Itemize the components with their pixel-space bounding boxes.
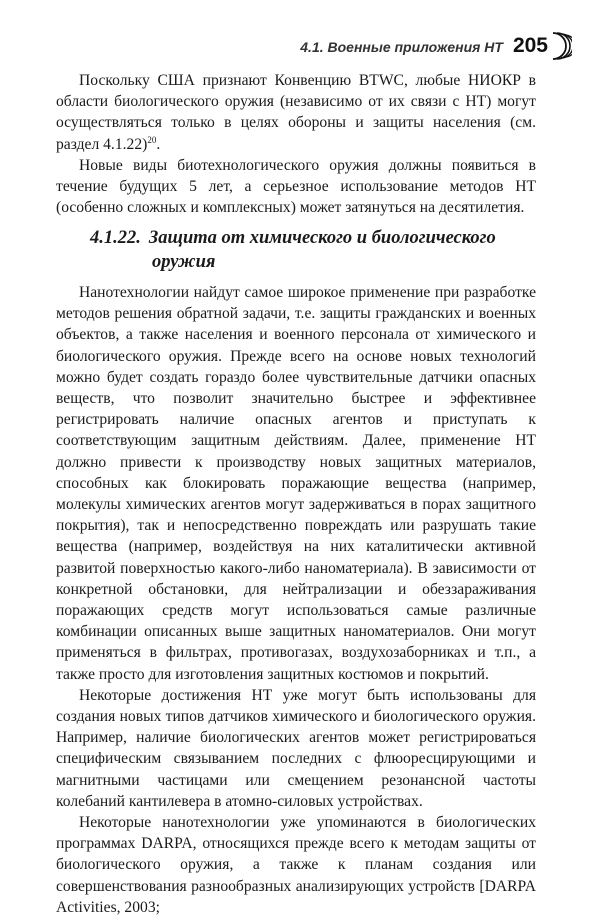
body-text: [56, 282, 536, 918]
intro-paragraph-1-end: .: [156, 135, 161, 153]
body-paragraph-3: Некоторые нанотехнологии уже упоминаются в биологических программах DARPA, относящихся прежде всего к методам защиты от биологического оружия, а также к планам создания или совершенствования разнообразных анализирующих устройств [DARPA Activities, 2003;: [56, 814, 536, 916]
section-heading: [90, 226, 540, 274]
body-paragraph-2: Некоторые достижения НТ уже могут быть использованы для создания новых типов датчиков химического и биологического оружия. Например, наличие биологических агентов может регистрироваться специфическим связыванием последних с флюоресцирующими и магнитными частицами или смещением резонансной частоты колебаний кантилевера в атомно-силовых устройствах.: [56, 686, 536, 810]
intro-text: [56, 70, 536, 218]
intro-paragraph-1: [56, 70, 536, 155]
section-title-line-1: Защита от химического и биологического: [148, 228, 496, 248]
intro-paragraph-1-text: Поскольку США признают Конвенцию BTWC, любые НИОКР в области биологического оружия (независимо от их связи с НТ) могут осуществляться только в целях обороны и защиты населения (см. раздел 4.1.22): [56, 72, 536, 153]
page-number: 205: [512, 34, 548, 57]
section-title-line-2: оружия: [152, 252, 216, 272]
running-title: 4.1. Военные приложения НТ: [300, 39, 503, 55]
section-number: 4.1.22.: [90, 228, 141, 248]
intro-paragraph-2: Новые виды биотехнологического оружия должны появиться в течение будущих 5 лет, а серьезное использование методов НТ (особенно сложных и комплексных) может затянуться на десятилетия.: [56, 156, 536, 217]
footnote-ref[interactable]: 20: [147, 134, 157, 145]
running-header: [300, 30, 572, 62]
concentric-arcs-icon: [550, 30, 572, 62]
body-paragraph-1: Нанотехнологии найдут самое широкое применение при разработке методов решения обратной задачи, т.е. защиты гражданских и военных объектов, а также населения и военного персонала от химического и биологического оружия. Прежде всего на основе новых технологий можно будет создать гораздо более чувствительные датчики опасных веществ, что позволит значительно быстрее и эффективнее регистрировать наличие опасных агентов и приступать к соответствующим защитным действиям. Далее, применение НТ должно привести к производству новых защитных материалов, способных как блокировать поражающие вещества (например, молекулы химических агентов могут задерживаться в порах защитного покрытия), так и непосредственно повреждать или разрушать такие вещества (например, воздействуя на них каталитически активной развитой поверхностью какого-либо наноматериала). В зависимости от конкретной обстановки, для нейтрализации и обеззараживания поражающих средств могут использоваться самые различные комбинации описанных выше защитных наноматериалов. Они могут применяться в фильтрах, противогазах, воздухозаборниках и т.п., а также просто для изготовления защитных костюмов и покрытий.: [56, 284, 536, 683]
